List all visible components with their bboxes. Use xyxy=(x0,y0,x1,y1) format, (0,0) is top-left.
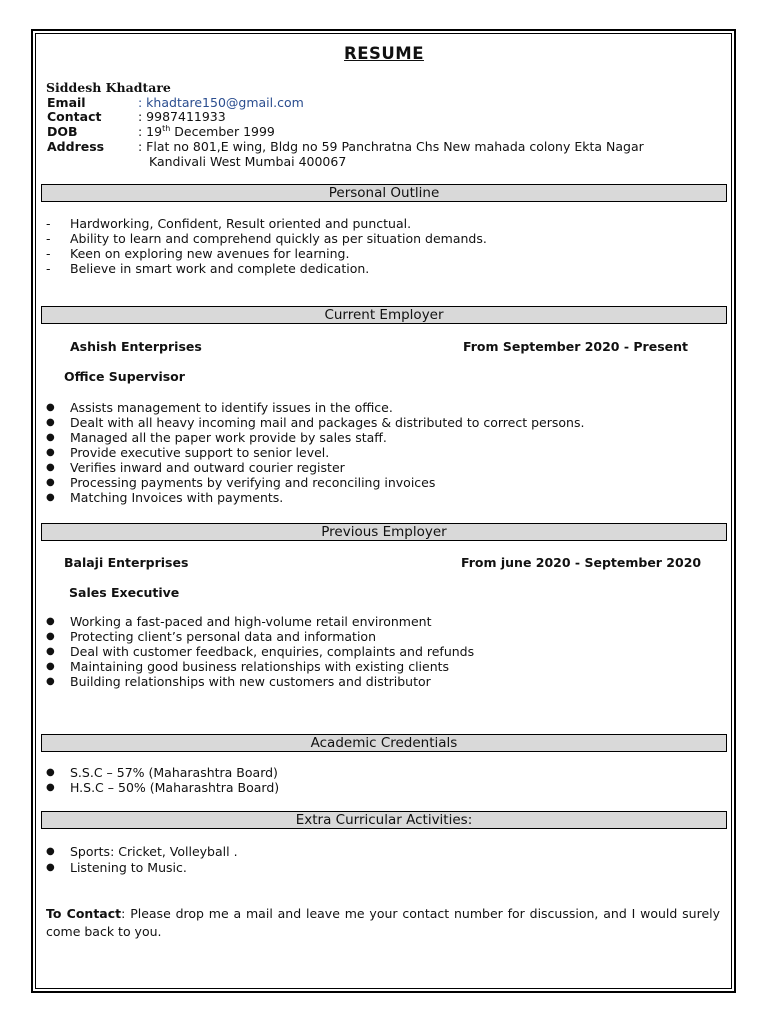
email-link[interactable]: : khadtare150@gmail.com xyxy=(138,95,304,110)
bullet-marker: ● xyxy=(46,447,55,458)
contact-label: Contact xyxy=(47,109,102,124)
current-period: From September 2020 - Present xyxy=(463,339,688,354)
bullet-marker: ● xyxy=(46,767,55,778)
current-role: Office Supervisor xyxy=(64,369,185,384)
bullet-marker: ● xyxy=(46,492,55,503)
list-item: Working a fast-paced and high-volume retail environment xyxy=(70,614,432,629)
list-item: Verifies inward and outward courier register xyxy=(70,460,345,475)
list-item: Matching Invoices with payments. xyxy=(70,490,284,505)
candidate-name: Siddesh Khadtare xyxy=(46,80,171,95)
previous-company: Balaji Enterprises xyxy=(64,555,189,570)
bullet-marker: ● xyxy=(46,862,55,873)
bullet-marker: ● xyxy=(46,846,55,857)
section-extra-curricular: Extra Curricular Activities: xyxy=(41,811,727,829)
bullet-marker: ● xyxy=(46,477,55,488)
list-item: Processing payments by verifying and reconciling invoices xyxy=(70,475,436,490)
contact-value: : 9987411933 xyxy=(138,109,226,124)
list-item: Ability to learn and comprehend quickly as per situation demands. xyxy=(70,231,487,246)
list-item: Managed all the paper work provide by sales staff. xyxy=(70,430,387,445)
dob-value: : 19th December 1999 xyxy=(138,124,275,140)
bullet-marker: ● xyxy=(46,676,55,687)
list-item: Keen on exploring new avenues for learning. xyxy=(70,246,350,261)
bullet-marker: ● xyxy=(46,661,55,672)
list-item: Listening to Music. xyxy=(70,860,187,875)
list-item: Deal with customer feedback, enquiries, complaints and refunds xyxy=(70,644,475,659)
dob-label: DOB xyxy=(47,124,78,139)
list-item: Protecting client’s personal data and information xyxy=(70,629,377,644)
bullet-marker: ● xyxy=(46,782,55,793)
list-item: Dealt with all heavy incoming mail and packages & distributed to correct persons. xyxy=(70,415,585,430)
closing-paragraph xyxy=(46,905,720,941)
list-item: Provide executive support to senior level. xyxy=(70,445,330,460)
bullet-marker: ● xyxy=(46,462,55,473)
list-item: S.S.C – 57% (Maharashtra Board) xyxy=(70,765,278,780)
list-item: Assists management to identify issues in the office. xyxy=(70,400,393,415)
address-label: Address xyxy=(47,139,105,154)
bullet-marker: ● xyxy=(46,616,55,627)
list-item: Believe in smart work and complete dedication. xyxy=(70,261,370,276)
list-item: Maintaining good business relationships with existing clients xyxy=(70,659,450,674)
section-previous-employer: Previous Employer xyxy=(41,523,727,541)
address-line-2: Kandivali West Mumbai 400067 xyxy=(149,154,347,169)
closing-text: : Please drop me a mail and leave me your contact number for discussion, and I would surely come back to you. xyxy=(46,906,721,939)
current-company: Ashish Enterprises xyxy=(70,339,202,354)
dash-marker: - xyxy=(46,261,51,276)
dash-marker: - xyxy=(46,216,51,231)
section-personal-outline: Personal Outline xyxy=(41,184,727,202)
list-item: Hardworking, Confident, Result oriented and punctual. xyxy=(70,216,412,231)
list-item: Sports: Cricket, Volleyball . xyxy=(70,844,238,859)
bullet-marker: ● xyxy=(46,432,55,443)
email-label: Email xyxy=(47,95,86,110)
previous-period: From june 2020 - September 2020 xyxy=(461,555,702,570)
bullet-marker: ● xyxy=(46,646,55,657)
previous-role: Sales Executive xyxy=(69,585,180,600)
bullet-marker: ● xyxy=(46,631,55,642)
closing-label: To Contact xyxy=(46,906,122,921)
bullet-marker: ● xyxy=(46,417,55,428)
list-item: Building relationships with new customers and distributor xyxy=(70,674,431,689)
dash-marker: - xyxy=(46,231,51,246)
resume-title: RESUME xyxy=(344,44,424,63)
address-line-1: : Flat no 801,E wing, Bldg no 59 Panchratna Chs New mahada colony Ekta Nagar xyxy=(138,139,644,154)
section-current-employer: Current Employer xyxy=(41,306,727,324)
list-item: H.S.C – 50% (Maharashtra Board) xyxy=(70,780,280,795)
section-academic: Academic Credentials xyxy=(41,734,727,752)
dash-marker: - xyxy=(46,246,51,261)
bullet-marker: ● xyxy=(46,402,55,413)
